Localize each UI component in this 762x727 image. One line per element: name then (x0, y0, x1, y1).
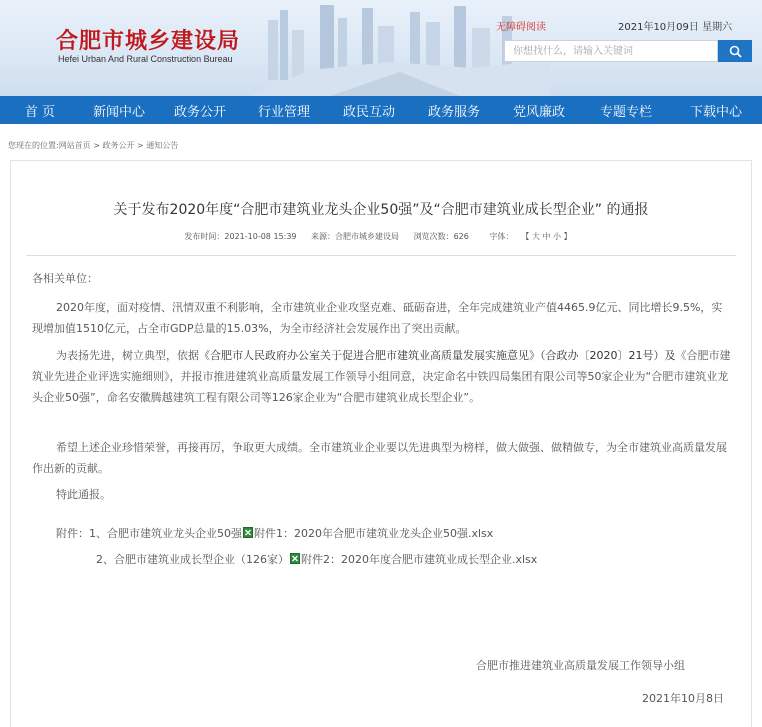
site-logo-title[interactable]: 合肥市城乡建设局 (56, 28, 241, 54)
breadcrumb-prefix: 您现在的位置: (8, 141, 59, 150)
attachment-1-title: 1、合肥市建筑业龙头企业50强 (89, 527, 242, 540)
attachment-2-title: 2、合肥市建筑业成长型企业（126家） (96, 553, 289, 566)
attachment-2-link[interactable]: 附件2：2020年度合肥市建筑业成长型企业.xlsx (301, 553, 538, 566)
nav-item-downloads[interactable]: 下载中心 (689, 104, 742, 120)
paragraph-2 (32, 345, 732, 408)
font-size-label: 字体： (489, 232, 514, 241)
site-header (0, 0, 762, 96)
accessible-reading-link[interactable]: 无障碍阅读 (496, 22, 546, 33)
excel-file-icon (243, 527, 253, 538)
article-meta (0, 231, 762, 242)
signature-date: 2021年10月8日 (642, 692, 724, 705)
paragraph-3-text: 希望上述企业珍惜荣誉，再接再厉，争取更大成绩。全市建筑业企业要以先进典型为榜样，做大做强、做精做专，为全市建筑业高质量发展作出新的贡献。 (32, 441, 727, 475)
main-nav (0, 96, 762, 124)
breadcrumb-separator: > (90, 141, 103, 150)
attachments-label: 附件： (56, 527, 89, 540)
attachment-1-link[interactable]: 附件1：2020年合肥市建筑业龙头企业50强.xlsx (254, 527, 494, 540)
breadcrumb-separator: > (134, 141, 147, 150)
issuer-signature: 合肥市推进建筑业高质量发展工作领导小组 (476, 659, 685, 672)
paragraph-2-policy-ref: 《合肥市人民政府办公室关于促进合肥市建筑业高质量发展实施意见》（合政办〔2020〕21号）及 (199, 349, 676, 362)
font-size-controls[interactable]: 【 大 中 小 】 (525, 232, 572, 241)
paragraph-2-rest: 《合肥市建筑业先进企业评选实施细则》，并报市推进建筑业高质量发展工作领导小组同意，决定命名中铁四局集团有限公司等50家企业为“合肥市建筑业龙头企业50强”，命名安徽腾越建筑工程有限公司等126家企业为“合肥市建筑业成长型企业”。 (32, 349, 731, 404)
nav-item-special-topics[interactable]: 专题专栏 (599, 104, 652, 120)
paragraph-2-lead: 为表扬先进，树立典型，依据 (56, 349, 199, 362)
nav-item-interaction[interactable]: 政民互动 (342, 104, 395, 120)
salutation: 各相关单位： (32, 272, 98, 285)
breadcrumb (8, 140, 178, 151)
search-icon (729, 45, 742, 58)
view-count: 浏览次数：626 (413, 232, 469, 241)
nav-item-industry[interactable]: 行业管理 (257, 104, 310, 120)
attachment-line-2 (96, 551, 537, 567)
article-source: 来源：合肥市城乡建设局 (311, 232, 400, 241)
paragraph-3 (32, 437, 732, 479)
nav-item-news[interactable]: 新闻中心 (92, 104, 145, 120)
attachment-line-1 (56, 525, 493, 541)
current-date: 2021年10月09日 星期六 (618, 22, 733, 33)
search-input[interactable] (504, 40, 718, 62)
paragraph-1-text: 2020年度，面对疫情、汛情双重不利影响，全市建筑业企业攻坚克难、砥砺奋进，全年完成建筑业产值4465.9亿元、同比增长9.5%，实现增加值1510亿元，占全市GDP总量的15.03%，为全市经济社会发展作出了突出贡献。 (32, 301, 723, 335)
nav-item-gov-affairs[interactable]: 政务公开 (173, 104, 226, 120)
breadcrumb-gov-affairs[interactable]: 政务公开 (102, 141, 135, 150)
breadcrumb-notices[interactable]: 通知公告 (146, 141, 179, 150)
paragraph-4 (32, 484, 732, 505)
search-button[interactable] (718, 40, 752, 62)
breadcrumb-home[interactable]: 网站首页 (58, 141, 91, 150)
title-divider (26, 255, 736, 256)
article-title: 关于发布2020年度“合肥市建筑业龙头企业50强”及“合肥市建筑业成长型企业” 的通报 (113, 202, 649, 218)
nav-item-services[interactable]: 政务服务 (427, 104, 480, 120)
nav-item-home[interactable]: 首 页 (24, 104, 56, 120)
excel-file-icon (290, 553, 300, 564)
paragraph-4-text: 特此通报。 (56, 488, 111, 501)
site-logo-subtitle: Hefei Urban And Rural Construction Bureau (58, 54, 233, 64)
publish-time: 发布时间：2021-10-08 15:39 (184, 232, 297, 241)
paragraph-1 (32, 297, 732, 339)
nav-item-integrity[interactable]: 党风廉政 (512, 104, 565, 120)
